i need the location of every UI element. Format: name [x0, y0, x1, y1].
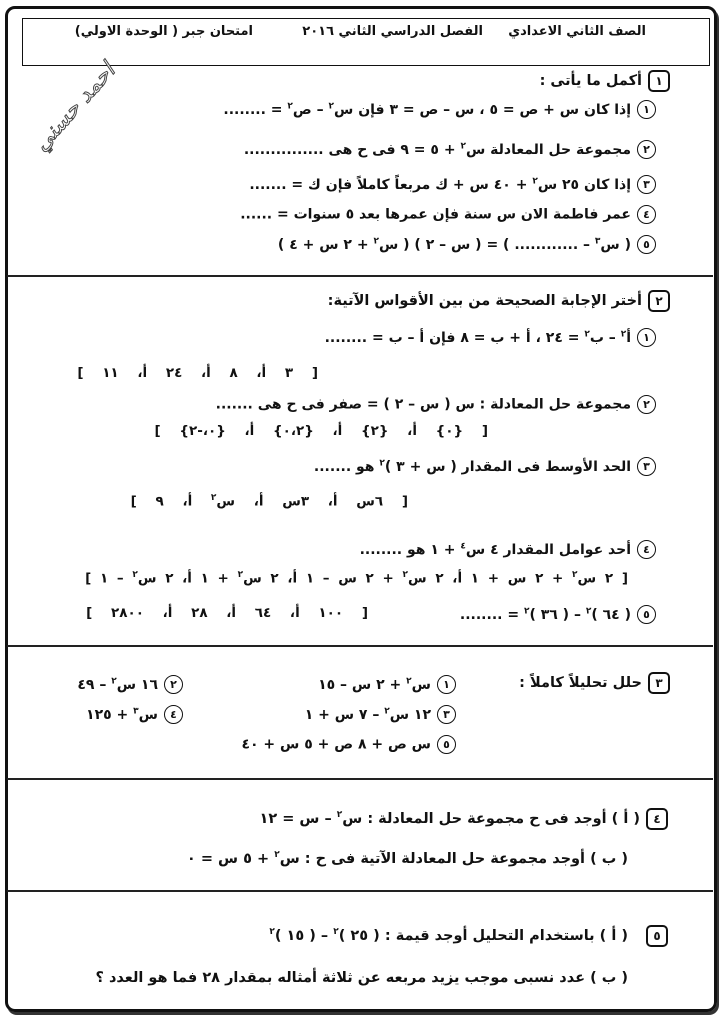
q1-item [278, 235, 656, 254]
item-text: س ص + ٨ ص + ٥ س + ٤٠ [241, 736, 431, 753]
q5-part-b [95, 970, 628, 986]
item-number: ٢ [637, 140, 656, 159]
item-number: ٢ [637, 395, 656, 414]
section-divider [7, 275, 713, 277]
item-number: ١ [437, 675, 456, 694]
q4-part-b [187, 850, 628, 867]
exam-title: امتحان جبر ( الوحدة الاولي) [74, 24, 253, 39]
q5-b-text: ( ب ) عدد نسبى موجب يزيد مربعه عن ثلاثة أمثاله بمقدار ٢٨ فما هو العدد ؟ [95, 970, 628, 986]
q5-part-a [269, 925, 668, 947]
q1-item [240, 205, 656, 224]
q2-item [314, 457, 656, 476]
q2-number: ٢ [648, 290, 670, 312]
item-text: أحد عوامل المقدار ٤ س$^٤$ + ١ هو ........ [359, 540, 631, 558]
q2-choices: [ ٣ أ، ٨ أ، ٢٤ أ، ١١ ] [77, 365, 318, 381]
q5-a-text: ( أ ) باستخدام التحليل أوجد قيمة : ( ٢٥ )$^٢$ – ( ١٥ )$^٢$ [269, 927, 628, 944]
item-number: ٣ [637, 175, 656, 194]
item-text: ١٦ س$^٢$ – ٤٩ [77, 675, 158, 693]
item-text: مجموعة حل المعادلة س$^٢$ + ٥ = ٩ فى ح هى ............... [243, 140, 631, 158]
q4-a-text: ( أ ) أوجد فى ح مجموعة حل المعادلة : س$^٢$ – س = ١٢ [259, 810, 640, 827]
q2-choices: [ {٠} أ، {٢} أ، {٠،٢} أ، {٠،-٢} ] [154, 423, 488, 439]
item-number: ٥ [437, 735, 456, 754]
item-number: ٣ [637, 457, 656, 476]
term-label: الفصل الدراسي الثاني ٢٠١٦ [302, 24, 483, 39]
q1-title: أكمل ما يأتى : [539, 73, 642, 89]
q2-title: أختر الإجابة الصحيحة من بين الأقواس الآتية: [327, 293, 642, 309]
q3-title: حلل تحليلاً كاملاً : [519, 675, 642, 691]
q5-number: ٥ [646, 925, 668, 947]
watermark: احمد حسني [28, 58, 121, 157]
item-text: س$^٣$ + ١٢٥ [86, 705, 158, 723]
q2-heading [328, 290, 670, 312]
q2-item [460, 605, 656, 624]
q4-number: ٤ [646, 808, 668, 830]
q1-item [249, 175, 656, 194]
section-divider [7, 778, 713, 780]
q1-number: ١ [648, 70, 670, 92]
item-text: ( س$^٣$ – ............ ) = ( س – ٢ ) ( س$^٢$ + ٢ س + ٤ ) [277, 235, 631, 253]
q2-item [325, 328, 656, 347]
item-number: ٣ [437, 705, 456, 724]
q3-number: ٣ [648, 672, 670, 694]
item-text: س$^٢$ + ٢ س – ١٥ [318, 675, 431, 693]
item-number: ٤ [164, 705, 183, 724]
item-number: ١ [637, 328, 656, 347]
q3-heading [519, 672, 670, 694]
item-text: إذا كان س + ص = ٥ ، س – ص = ٣ فإن س$^٢$ – ص$^٢$ = ........ [223, 100, 631, 118]
item-number: ٥ [637, 235, 656, 254]
q4-part-a [259, 808, 668, 830]
q3-item [305, 705, 456, 724]
q2-choices: [ ٢ س$^٢$ + ٢ س + ١ أ، ٢ س$^٢$ + ٢ س – ١ أ، ٢ س$^٢$ + ١ أ، ٢ س$^٢$ – ١ ] [85, 570, 628, 587]
q2-choices: [ ٦س أ، ٣س أ، س$^٢$ أ، ٩ ] [130, 493, 408, 510]
q3-item [241, 735, 456, 754]
q1-item [223, 100, 656, 119]
item-number: ٥ [637, 605, 656, 624]
q2-item [216, 395, 656, 414]
item-number: ١ [637, 100, 656, 119]
item-text: ١٢ س$^٢$ – ٧ س + ١ [304, 705, 431, 723]
item-text: أ$^٢$ – ب$^٢$ = ٢٤ ، أ + ب = ٨ فإن أ – ب = ........ [324, 328, 631, 346]
q2-choices: [ ١٠٠ أ، ٦٤ أ، ٢٨ أ، ٢٨٠٠ ] [86, 605, 368, 621]
q3-item [77, 675, 183, 694]
q1-heading [540, 70, 670, 92]
q3-item [86, 705, 183, 724]
item-text: مجموعة حل المعادلة : س ( س – ٢ ) = صفر فى ح هى ....... [215, 396, 631, 413]
q3-item [318, 675, 456, 694]
q4-b-text: ( ب ) أوجد مجموعة حل المعادلة الآتية فى ح : س$^٢$ + ٥ س = ٠ [186, 850, 628, 867]
item-text: إذا كان ٢٥ س$^٢$ + ٤٠ س + ك مربعاً كاملاً فإن ك = ....... [249, 175, 631, 193]
section-divider [7, 645, 713, 647]
q2-item [360, 540, 656, 559]
item-number: ٢ [164, 675, 183, 694]
item-text: ( ٦٤ )$^٢$ – ( ٣٦ )$^٢$ = ........ [459, 605, 631, 623]
section-divider [7, 890, 713, 892]
item-number: ٤ [637, 205, 656, 224]
grade-label: الصف الثاني الاعدادي [508, 24, 646, 39]
item-text: عمر فاطمة الان س سنة فإن عمرها بعد ٥ سنوات = ...... [240, 206, 631, 223]
item-text: الحد الأوسط فى المقدار ( س + ٣ )$^٢$ هو ....... [313, 457, 631, 475]
q1-item [244, 140, 656, 159]
item-number: ٤ [637, 540, 656, 559]
